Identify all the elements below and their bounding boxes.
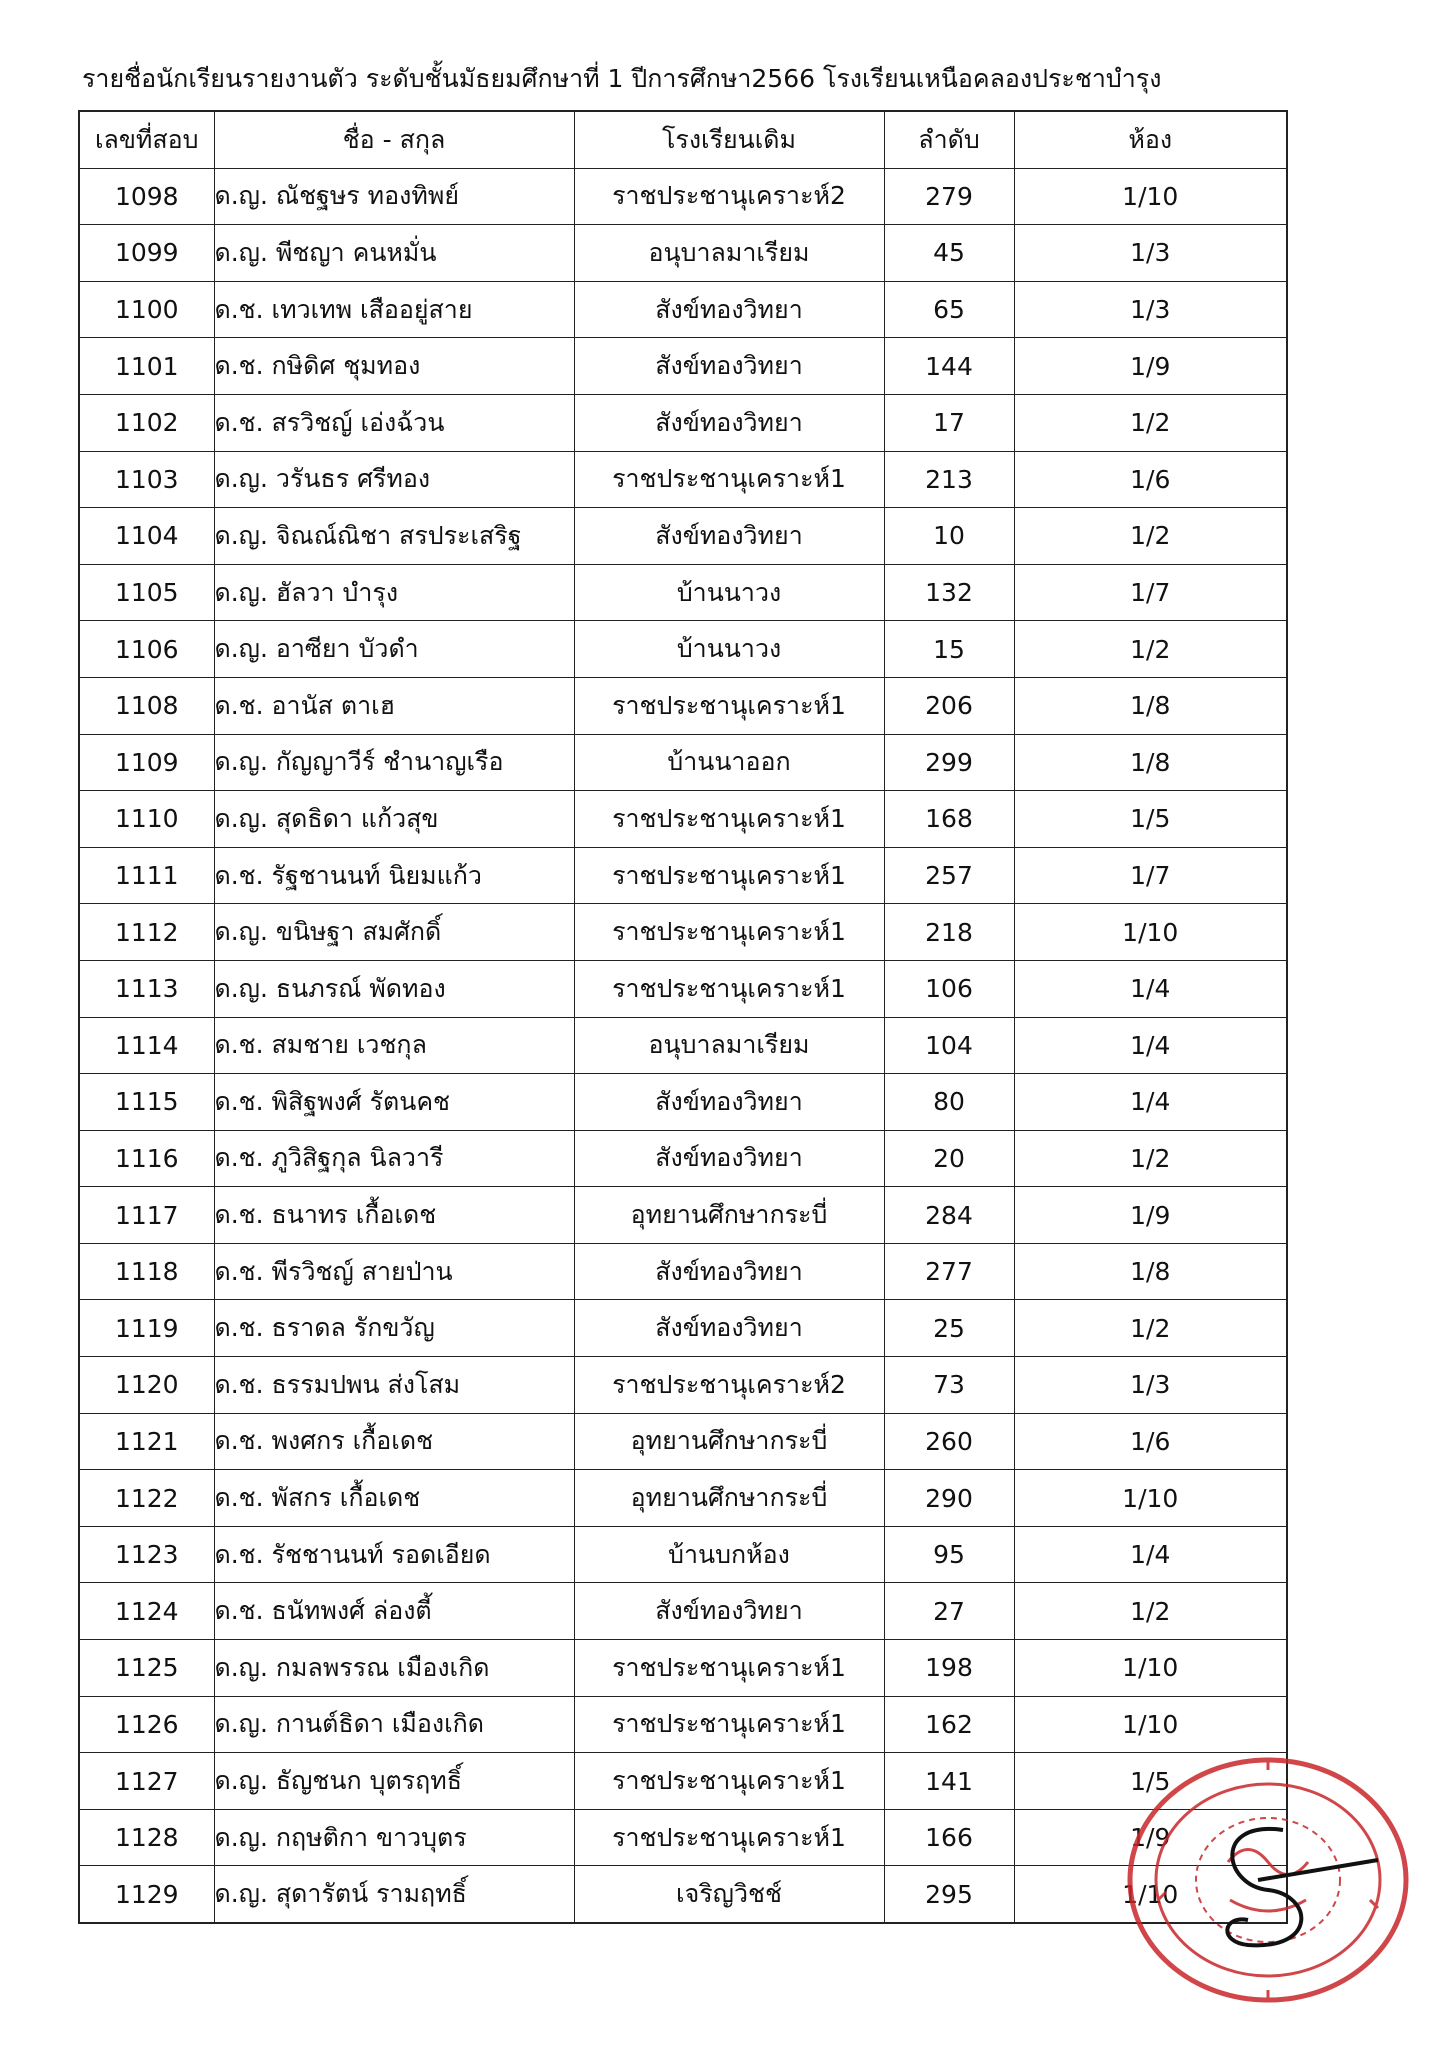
cell-full-name: ด.ช. รัชชานนท์ รอดเอียด: [214, 1526, 574, 1583]
student-roster-table: [78, 110, 1288, 1924]
cell-rank: 277: [884, 1243, 1014, 1300]
cell-room: 1/2: [1014, 508, 1287, 565]
cell-previous-school: ราชประชานุเคราะห์1: [574, 1696, 884, 1753]
cell-previous-school: เจริญวิชช์: [574, 1866, 884, 1923]
cell-full-name: ด.ญ. กฤษติกา ขาวบุตร: [214, 1809, 574, 1866]
cell-exam-number: 1125: [79, 1640, 214, 1697]
table-row: [79, 847, 1287, 904]
cell-rank: 106: [884, 960, 1014, 1017]
cell-previous-school: สังข์ทองวิทยา: [574, 1074, 884, 1131]
cell-full-name: ด.ช. ธราดล รักขวัญ: [214, 1300, 574, 1357]
table-row: [79, 225, 1287, 282]
cell-rank: 141: [884, 1753, 1014, 1810]
cell-rank: 260: [884, 1413, 1014, 1470]
table-header-row: [79, 111, 1287, 168]
cell-rank: 80: [884, 1074, 1014, 1131]
cell-exam-number: 1111: [79, 847, 214, 904]
cell-full-name: ด.ญ. อาซียา บัวดำ: [214, 621, 574, 678]
table-row: [79, 1470, 1287, 1527]
cell-exam-number: 1098: [79, 168, 214, 225]
cell-full-name: ด.ญ. ณัชฐษร ทองทิพย์: [214, 168, 574, 225]
table-row: [79, 621, 1287, 678]
cell-exam-number: 1108: [79, 677, 214, 734]
cell-rank: 10: [884, 508, 1014, 565]
cell-rank: 65: [884, 281, 1014, 338]
cell-room: 1/3: [1014, 225, 1287, 282]
cell-previous-school: สังข์ทองวิทยา: [574, 1583, 884, 1640]
cell-room: 1/10: [1014, 904, 1287, 961]
cell-room: 1/8: [1014, 734, 1287, 791]
cell-exam-number: 1127: [79, 1753, 214, 1810]
cell-exam-number: 1102: [79, 394, 214, 451]
cell-room: 1/8: [1014, 1243, 1287, 1300]
cell-room: 1/9: [1014, 338, 1287, 395]
header-room: ห้อง: [1014, 111, 1287, 168]
cell-full-name: ด.ญ. ธัญชนก บุตรฤทธิ์: [214, 1753, 574, 1810]
cell-exam-number: 1119: [79, 1300, 214, 1357]
cell-previous-school: บ้านนาวง: [574, 621, 884, 678]
cell-room: 1/6: [1014, 451, 1287, 508]
cell-rank: 73: [884, 1357, 1014, 1414]
table-row: [79, 338, 1287, 395]
table-row: [79, 451, 1287, 508]
table-row: [79, 1526, 1287, 1583]
table-row: [79, 1130, 1287, 1187]
table-row: [79, 281, 1287, 338]
table-row: [79, 791, 1287, 848]
cell-full-name: ด.ญ. ฮัลวา บำรุง: [214, 564, 574, 621]
cell-previous-school: ราชประชานุเคราะห์1: [574, 847, 884, 904]
cell-rank: 166: [884, 1809, 1014, 1866]
cell-exam-number: 1100: [79, 281, 214, 338]
cell-previous-school: สังข์ทองวิทยา: [574, 1300, 884, 1357]
cell-full-name: ด.ญ. พีชญา คนหมั่น: [214, 225, 574, 282]
header-rank: ลำดับ: [884, 111, 1014, 168]
table-body: [79, 168, 1287, 1923]
cell-rank: 295: [884, 1866, 1014, 1923]
cell-full-name: ด.ช. ภูวิสิฐกุล นิลวารี: [214, 1130, 574, 1187]
cell-full-name: ด.ญ. จิณณ์ณิชา สรประเสริฐ: [214, 508, 574, 565]
cell-exam-number: 1117: [79, 1187, 214, 1244]
cell-previous-school: อุทยานศึกษากระบี่: [574, 1470, 884, 1527]
cell-exam-number: 1129: [79, 1866, 214, 1923]
table-row: [79, 1300, 1287, 1357]
cell-exam-number: 1106: [79, 621, 214, 678]
cell-exam-number: 1120: [79, 1357, 214, 1414]
cell-rank: 206: [884, 677, 1014, 734]
table-row: [79, 1413, 1287, 1470]
cell-full-name: ด.ช. พีรวิชญ์ สายป่าน: [214, 1243, 574, 1300]
cell-exam-number: 1115: [79, 1074, 214, 1131]
cell-previous-school: บ้านบกห้อง: [574, 1526, 884, 1583]
cell-room: 1/2: [1014, 394, 1287, 451]
cell-room: 1/3: [1014, 281, 1287, 338]
cell-full-name: ด.ญ. กานต์ธิดา เมืองเกิด: [214, 1696, 574, 1753]
cell-rank: 45: [884, 225, 1014, 282]
cell-room: 1/10: [1014, 1640, 1287, 1697]
cell-previous-school: อุทยานศึกษากระบี่: [574, 1413, 884, 1470]
cell-room: 1/5: [1014, 1753, 1287, 1810]
cell-exam-number: 1126: [79, 1696, 214, 1753]
table-row: [79, 1074, 1287, 1131]
cell-room: 1/4: [1014, 960, 1287, 1017]
cell-room: 1/10: [1014, 1866, 1287, 1923]
cell-rank: 15: [884, 621, 1014, 678]
cell-rank: 27: [884, 1583, 1014, 1640]
cell-rank: 20: [884, 1130, 1014, 1187]
cell-full-name: ด.ช. สรวิชญ์ เอ่งฉ้วน: [214, 394, 574, 451]
table-row: [79, 1583, 1287, 1640]
cell-rank: 132: [884, 564, 1014, 621]
cell-exam-number: 1121: [79, 1413, 214, 1470]
cell-full-name: ด.ช. กษิดิศ ชุมทอง: [214, 338, 574, 395]
cell-previous-school: ราชประชานุเคราะห์1: [574, 1640, 884, 1697]
cell-rank: 257: [884, 847, 1014, 904]
table-row: [79, 1357, 1287, 1414]
cell-room: 1/6: [1014, 1413, 1287, 1470]
cell-exam-number: 1101: [79, 338, 214, 395]
cell-exam-number: 1116: [79, 1130, 214, 1187]
cell-full-name: ด.ญ. สุดารัตน์ รามฤทธิ์: [214, 1866, 574, 1923]
cell-room: 1/2: [1014, 1583, 1287, 1640]
cell-room: 1/5: [1014, 791, 1287, 848]
table-row: [79, 1243, 1287, 1300]
cell-previous-school: ราชประชานุเคราะห์1: [574, 791, 884, 848]
cell-room: 1/2: [1014, 621, 1287, 678]
cell-room: 1/9: [1014, 1187, 1287, 1244]
cell-full-name: ด.ญ. กัญญาวีร์ ชำนาญเรือ: [214, 734, 574, 791]
cell-previous-school: ราชประชานุเคราะห์1: [574, 677, 884, 734]
cell-room: 1/10: [1014, 1696, 1287, 1753]
cell-previous-school: สังข์ทองวิทยา: [574, 338, 884, 395]
cell-room: 1/2: [1014, 1130, 1287, 1187]
cell-exam-number: 1113: [79, 960, 214, 1017]
table-row: [79, 1187, 1287, 1244]
cell-room: 1/10: [1014, 1470, 1287, 1527]
cell-rank: 198: [884, 1640, 1014, 1697]
cell-previous-school: สังข์ทองวิทยา: [574, 508, 884, 565]
cell-rank: 290: [884, 1470, 1014, 1527]
cell-exam-number: 1099: [79, 225, 214, 282]
cell-exam-number: 1118: [79, 1243, 214, 1300]
header-previous-school: โรงเรียนเดิม: [574, 111, 884, 168]
cell-previous-school: อนุบาลมาเรียม: [574, 1017, 884, 1074]
cell-previous-school: อนุบาลมาเรียม: [574, 225, 884, 282]
cell-previous-school: ราชประชานุเคราะห์1: [574, 904, 884, 961]
cell-room: 1/10: [1014, 168, 1287, 225]
cell-room: 1/4: [1014, 1526, 1287, 1583]
table-row: [79, 734, 1287, 791]
document-title: รายชื่อนักเรียนรายงานตัว ระดับชั้นมัธยมศึกษาที่ 1 ปีการศึกษา2566 โรงเรียนเหนือคลองประชาบำรุง: [82, 64, 1162, 93]
cell-room: 1/2: [1014, 1300, 1287, 1357]
table-row: [79, 904, 1287, 961]
cell-exam-number: 1110: [79, 791, 214, 848]
cell-room: 1/9: [1014, 1809, 1287, 1866]
cell-previous-school: ราชประชานุเคราะห์2: [574, 1357, 884, 1414]
table-row: [79, 168, 1287, 225]
cell-previous-school: ราชประชานุเคราะห์1: [574, 1809, 884, 1866]
cell-exam-number: 1114: [79, 1017, 214, 1074]
school-seal-stamp: [1118, 1750, 1418, 2010]
cell-previous-school: สังข์ทองวิทยา: [574, 281, 884, 338]
cell-full-name: ด.ช. พัสกร เกื้อเดช: [214, 1470, 574, 1527]
table-row: [79, 1809, 1287, 1866]
cell-previous-school: ราชประชานุเคราะห์1: [574, 960, 884, 1017]
cell-previous-school: ราชประชานุเคราะห์1: [574, 1753, 884, 1810]
cell-rank: 162: [884, 1696, 1014, 1753]
cell-full-name: ด.ช. สมชาย เวชกุล: [214, 1017, 574, 1074]
cell-previous-school: อุทยานศึกษากระบี่: [574, 1187, 884, 1244]
cell-full-name: ด.ช. พิสิฐพงศ์ รัตนคช: [214, 1074, 574, 1131]
cell-room: 1/4: [1014, 1074, 1287, 1131]
cell-exam-number: 1124: [79, 1583, 214, 1640]
cell-rank: 25: [884, 1300, 1014, 1357]
cell-room: 1/8: [1014, 677, 1287, 734]
cell-full-name: ด.ช. พงศกร เกื้อเดช: [214, 1413, 574, 1470]
cell-previous-school: สังข์ทองวิทยา: [574, 1243, 884, 1300]
table-row: [79, 508, 1287, 565]
cell-exam-number: 1123: [79, 1526, 214, 1583]
header-exam-number: เลขที่สอบ: [79, 111, 214, 168]
cell-previous-school: สังข์ทองวิทยา: [574, 394, 884, 451]
cell-exam-number: 1103: [79, 451, 214, 508]
cell-exam-number: 1122: [79, 1470, 214, 1527]
cell-exam-number: 1104: [79, 508, 214, 565]
table-row: [79, 394, 1287, 451]
cell-full-name: ด.ช. ธนัทพงศ์ ล่องตี้: [214, 1583, 574, 1640]
cell-room: 1/7: [1014, 564, 1287, 621]
table-row: [79, 960, 1287, 1017]
cell-previous-school: ราชประชานุเคราะห์2: [574, 168, 884, 225]
cell-rank: 284: [884, 1187, 1014, 1244]
cell-rank: 104: [884, 1017, 1014, 1074]
cell-full-name: ด.ญ. ธนภรณ์ พัดทอง: [214, 960, 574, 1017]
cell-rank: 144: [884, 338, 1014, 395]
cell-rank: 168: [884, 791, 1014, 848]
table-row: [79, 564, 1287, 621]
cell-full-name: ด.ญ. ขนิษฐา สมศักดิ์: [214, 904, 574, 961]
cell-previous-school: สังข์ทองวิทยา: [574, 1130, 884, 1187]
cell-rank: 17: [884, 394, 1014, 451]
cell-exam-number: 1109: [79, 734, 214, 791]
cell-previous-school: บ้านนาออก: [574, 734, 884, 791]
table-row: [79, 677, 1287, 734]
cell-exam-number: 1128: [79, 1809, 214, 1866]
table-row: [79, 1017, 1287, 1074]
cell-full-name: ด.ช. อานัส ตาเฮ: [214, 677, 574, 734]
table-row: [79, 1866, 1287, 1923]
table-row: [79, 1753, 1287, 1810]
cell-exam-number: 1105: [79, 564, 214, 621]
cell-full-name: ด.ญ. วรันธร ศรีทอง: [214, 451, 574, 508]
cell-full-name: ด.ช. ธรรมปพน ส่งโสม: [214, 1357, 574, 1414]
cell-full-name: ด.ช. เทวเทพ เสืออยู่สาย: [214, 281, 574, 338]
cell-room: 1/3: [1014, 1357, 1287, 1414]
cell-rank: 279: [884, 168, 1014, 225]
header-full-name: ชื่อ - สกุล: [214, 111, 574, 168]
cell-rank: 213: [884, 451, 1014, 508]
cell-rank: 95: [884, 1526, 1014, 1583]
cell-exam-number: 1112: [79, 904, 214, 961]
cell-room: 1/4: [1014, 1017, 1287, 1074]
cell-previous-school: บ้านนาวง: [574, 564, 884, 621]
cell-previous-school: ราชประชานุเคราะห์1: [574, 451, 884, 508]
cell-rank: 218: [884, 904, 1014, 961]
cell-full-name: ด.ญ. สุดธิดา แก้วสุข: [214, 791, 574, 848]
cell-full-name: ด.ช. รัฐชานนท์ นิยมแก้ว: [214, 847, 574, 904]
table-row: [79, 1696, 1287, 1753]
cell-room: 1/7: [1014, 847, 1287, 904]
cell-rank: 299: [884, 734, 1014, 791]
cell-full-name: ด.ญ. กมลพรรณ เมืองเกิด: [214, 1640, 574, 1697]
cell-full-name: ด.ช. ธนาทร เกื้อเดช: [214, 1187, 574, 1244]
table-row: [79, 1640, 1287, 1697]
